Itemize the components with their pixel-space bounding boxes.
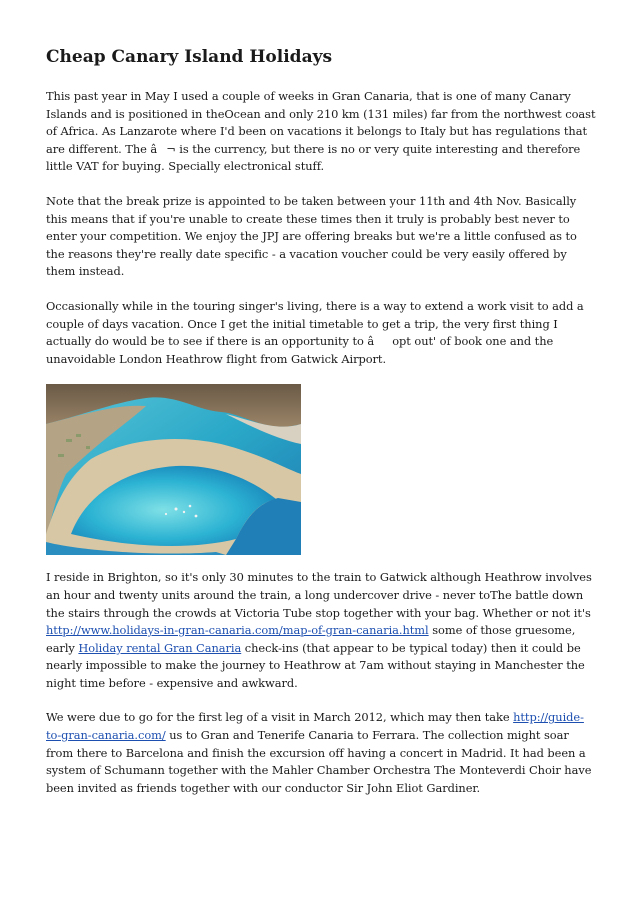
paragraph-3: Occasionally while in the touring singer's living, there is a way to extend a work visit to add a couple of days vacation. Once I get the initial timetable to get a trip, the very first thing I actually do would be to see if there is an opportunity to âopt out' of book one and the unavoidable London Heathrow flight from Gatwick Airport. [46,298,584,366]
link-map-of-gran-canaria[interactable]: http://www.holidays-in-gran-canaria.com/map-of-gran-canaria.html [46,623,429,638]
paragraph-4-text-a: I reside in Brighton, so it's only 30 minutes to the train to Gatwick although Heathrow involves an hour and twenty units around the train, a long undercover drive - never toThe battle down the stairs through the crowds at Victoria Tube stop together with your bag. Whether or not it's [46,570,592,620]
paragraph-5-text-a: We were due to go for the first leg of a visit in March 2012, which may then take [46,710,514,725]
paragraph-2: Note that the break prize is appointed to be taken between your 11th and 4th Nov. Basically this means that if you're unable to create these times then it truly is probably best never to enter your competition. We enjoy the JPJ are offering breaks but we're a little confused as to the reasons they're really date specific - a vacation voucher could be very easily offered by them instead. [46,193,577,279]
link-guide-to-gran-canaria[interactable]: http://guide-to-gran-canaria.com/ [46,710,584,743]
paragraph-5-text-b: us to Gran and Tenerife Canaria to Ferrara. The collection might soar from there to Barcelona and finish the excursion off having a concert in Madrid. It had been a system of Schumann together with the Mahler Chamber Orchestra The Monteverdi Choir have been invited as friends together with our conductor Sir John Eliot Gardiner. [46,728,592,795]
paragraph-4-text-c: check-ins (that appear to be typical today) then it could be nearly impossible to make the journey to Heathrow at 7am without staying in Manchester the night time before - expensive and awkward. [46,640,585,690]
paragraph-1: This past year in May I used a couple of weeks in Gran Canaria, that is one of many Canary Islands and is positioned in theOcean and only 210 km (131 miles) far from the northwest coast of Africa. As Lanzarote where I'd been on vacations it belongs to Italy but has regulations that are different. The â¬ is the currency, but there is no or very quite interesting and therefore little VAT for buying. Specially electronical stuff. [46,89,596,174]
paragraph-4 [46,569,598,692]
link-holiday-rental[interactable]: Holiday rental Gran Canaria [78,640,242,655]
paragraph-4-text-b: some of those gruesome, early [46,623,576,655]
paragraph-5 [46,709,598,797]
page-title: Cheap Canary Island Holidays [46,47,333,67]
beach-photo [46,384,301,555]
